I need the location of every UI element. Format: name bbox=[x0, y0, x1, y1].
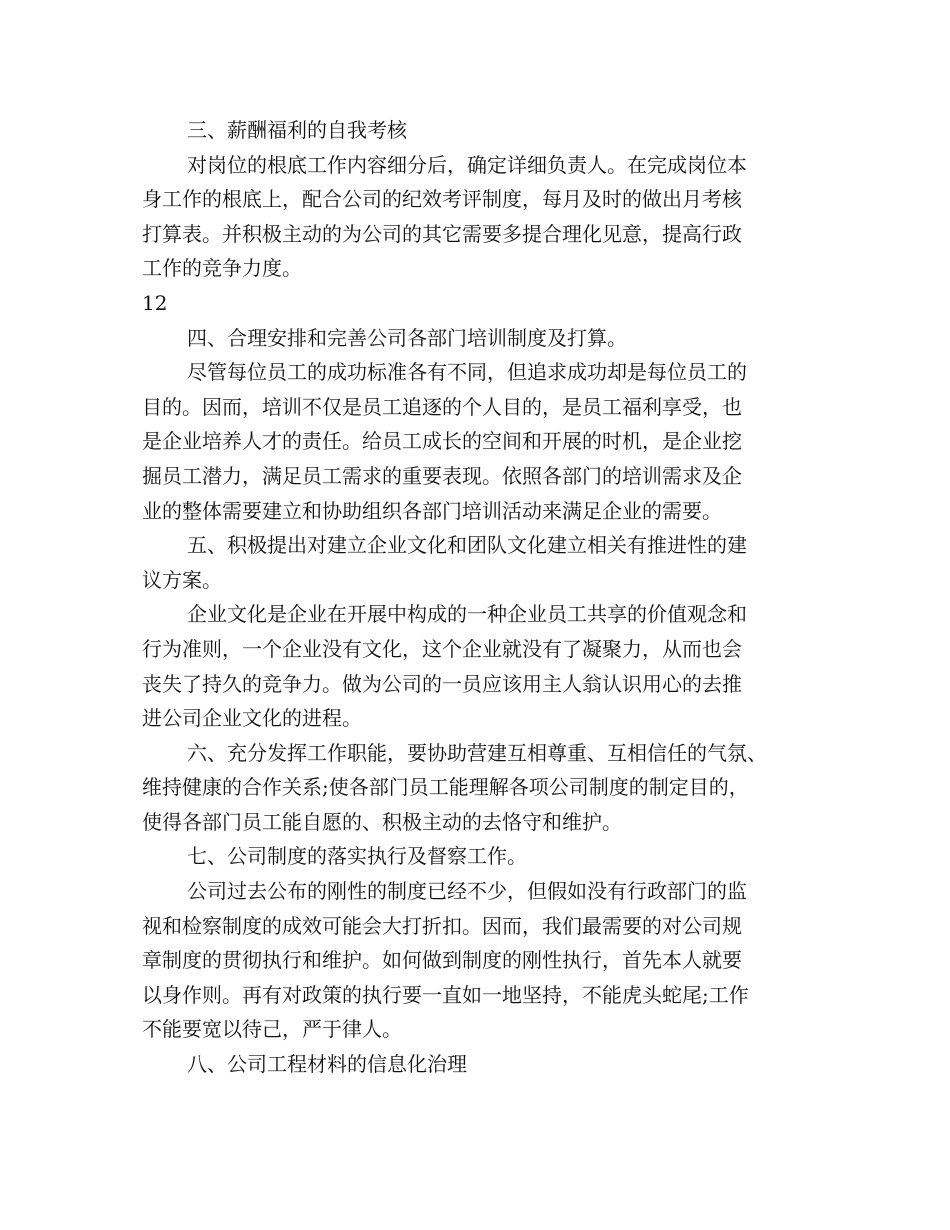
paragraph-line: 工作的竞争力度。 bbox=[142, 256, 302, 281]
paragraph-line: 维持健康的合作关系;使各部门员工能理解各项公司制度的制定目的， bbox=[142, 775, 749, 800]
paragraph-line: 公司过去公布的刚性的制度已经不少，但假如没有行政部门的监 bbox=[187, 879, 747, 904]
section-heading-6: 六、充分发挥工作职能，要协助营建互相尊重、互相信任的气氛、 bbox=[187, 740, 767, 765]
paragraph-line: 尽管每位员工的成功标准各有不同，但追求成功却是每位员工的 bbox=[187, 360, 747, 385]
paragraph-line: 章制度的贯彻执行和维护。如何做到制度的刚性执行，首先本人就要 bbox=[142, 948, 742, 973]
paragraph-line: 不能要宽以待己，严于律人。 bbox=[142, 1017, 402, 1042]
paragraph-line: 进公司企业文化的进程。 bbox=[142, 706, 362, 731]
section-heading-5: 五、积极提出对建立企业文化和团队文化建立相关有推进性的建 bbox=[187, 533, 747, 558]
paragraph-line: 身工作的根底上，配合公司的纪效考评制度，每月及时的做出月考核 bbox=[142, 187, 742, 212]
section-heading-4: 四、合理安排和完善公司各部门培训制度及打算。 bbox=[187, 325, 627, 350]
paragraph-line: 丧失了持久的竞争力。做为公司的一员应该用主人翁认识用心的去推 bbox=[142, 671, 742, 696]
paragraph-line: 以身作则。再有对政策的执行要一直如一地坚持，不能虎头蛇尾;工作 bbox=[142, 982, 749, 1007]
document-body bbox=[142, 113, 842, 1082]
paragraph-line: 对岗位的根底工作内容细分后，确定详细负责人。在完成岗位本 bbox=[187, 152, 747, 177]
page-number: 12 bbox=[142, 290, 168, 315]
section-heading-8: 八、公司工程材料的信息化治理 bbox=[187, 1052, 467, 1077]
paragraph-line: 行为准则，一个企业没有文化，这个企业就没有了凝聚力，从而也会 bbox=[142, 636, 742, 661]
paragraph-line: 视和检察制度的成效可能会大打折扣。因而，我们最需要的对公司规 bbox=[142, 913, 742, 938]
paragraph-line: 使得各部门员工能自愿的、积极主动的去恪守和维护。 bbox=[142, 809, 622, 834]
paragraph-line: 目的。因而，培训不仅是员工追逐的个人目的，是员工福利享受，也 bbox=[142, 394, 742, 419]
paragraph-line: 业的整体需要建立和协助组织各部门培训活动来满足企业的需要。 bbox=[142, 498, 722, 523]
section-heading-7: 七、公司制度的落实执行及督察工作。 bbox=[187, 844, 527, 869]
paragraph-line: 是企业培养人才的责任。给员工成长的空间和开展的时机，是企业挖 bbox=[142, 429, 742, 454]
paragraph-line: 掘员工潜力，满足员工需求的重要表现。依照各部门的培训需求及企 bbox=[142, 463, 742, 488]
paragraph-line: 打算表。并积极主动的为公司的其它需要多提合理化见意，提高行政 bbox=[142, 221, 742, 246]
paragraph-line: 企业文化是企业在开展中构成的一种企业员工共享的价值观念和 bbox=[187, 602, 747, 627]
section-heading-3: 三、薪酬福利的自我考核 bbox=[187, 118, 407, 142]
section-heading-5-cont: 议方案。 bbox=[142, 567, 222, 592]
